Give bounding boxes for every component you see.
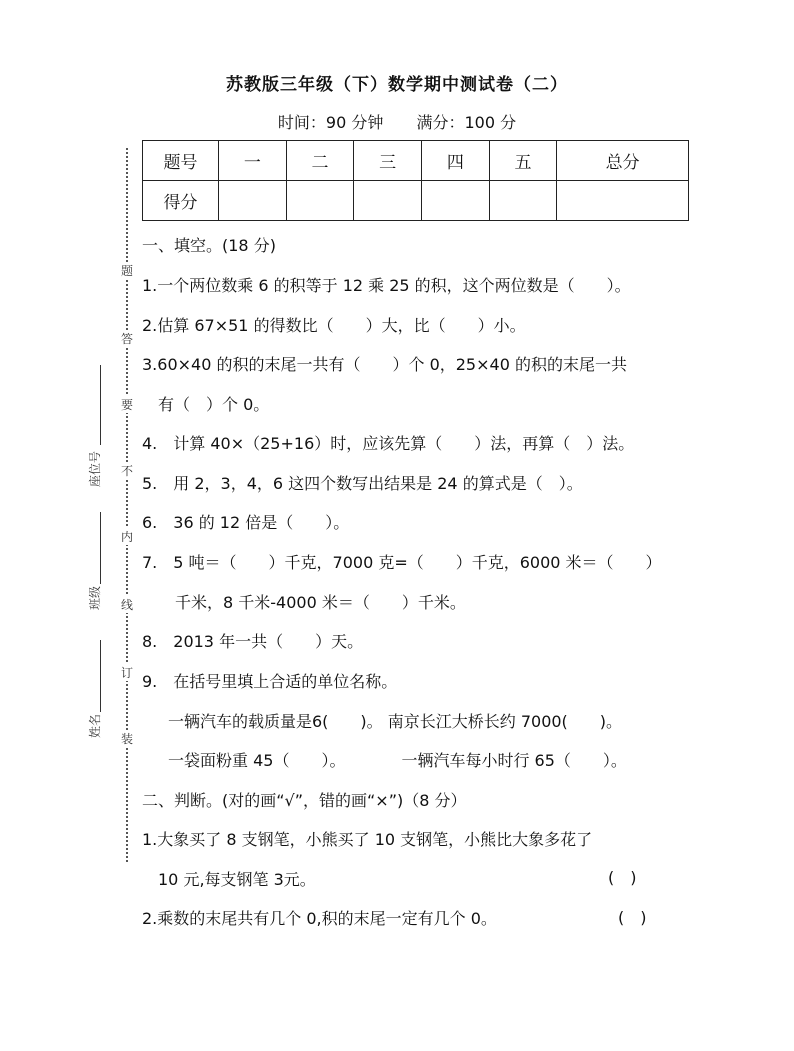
score-cell-2[interactable] [286, 181, 354, 221]
binding-dotted-line [126, 148, 128, 862]
question-1-5: 5. 用 2，3，4，6 这四个数写出结果是 24 的算式是（ ）。 [142, 474, 583, 493]
header-cell-2: 二 [286, 141, 354, 181]
seat-number-label: 座位号 [88, 450, 102, 487]
seat-number-field[interactable] [100, 365, 101, 445]
class-label: 班级 [88, 585, 102, 610]
judge-1-cont: 10 元,每支钢笔 3元。 [158, 870, 316, 889]
score-cell-5[interactable] [489, 181, 557, 221]
exam-time: 时间：90 分钟 [277, 113, 384, 132]
header-cell-question-no: 题号 [143, 141, 219, 181]
question-1-1: 1.一个两位数乘 6 的积等于 12 乘 25 的积，这个两位数是（ ）。 [142, 276, 631, 295]
score-table [142, 140, 689, 221]
judge-2-answer-bracket[interactable]: ( ) [618, 908, 647, 927]
judge-1-answer-bracket[interactable]: ( ) [608, 868, 637, 887]
seal-char-6: 线 [120, 598, 133, 612]
section-2-heading: 二、判断。(对的画“√”，错的画“×”)（8 分） [142, 791, 467, 810]
question-1-9-a: 一辆汽车的载质量是6( )。 南京长江大桥长约 7000( )。 [168, 712, 623, 731]
score-cell-4[interactable] [422, 181, 490, 221]
seal-char-4: 不 [120, 464, 133, 478]
score-table-header-row [143, 141, 689, 181]
seal-char-8: 装 [120, 732, 133, 746]
seal-char-7: 订 [120, 666, 133, 680]
score-cell-3[interactable] [354, 181, 422, 221]
question-1-8: 8. 2013 年一共（ ）天。 [142, 632, 364, 651]
seal-char-3: 要 [120, 398, 133, 412]
header-cell-total: 总分 [557, 141, 689, 181]
page-title: 苏教版三年级（下）数学期中测试卷（二） [226, 75, 568, 95]
question-1-3: 3.60×40 的积的末尾一共有（ ）个 0，25×40 的积的末尾一共 [142, 355, 627, 374]
class-field[interactable] [100, 512, 101, 584]
seal-char-2: 答 [120, 332, 133, 346]
question-1-4: 4. 计算 40×（25+16）时，应该先算（ ）法，再算（ ）法。 [142, 434, 635, 453]
score-cell-1[interactable] [219, 181, 287, 221]
section-1-heading: 一、填空。(18 分) [142, 236, 276, 255]
exam-info [0, 110, 794, 133]
header-cell-4: 四 [422, 141, 490, 181]
header-cell-5: 五 [489, 141, 557, 181]
row-label-score: 得分 [143, 181, 219, 221]
judge-2: 2.乘数的末尾共有几个 0,积的末尾一定有几个 0。 [142, 909, 497, 928]
header-cell-3: 三 [354, 141, 422, 181]
question-1-2: 2.估算 67×51 的得数比（ ）大，比（ ）小。 [142, 316, 526, 335]
question-1-6: 6. 36 的 12 倍是（ ）。 [142, 513, 350, 532]
judge-1: 1.大象买了 8 支钢笔，小熊买了 10 支钢笔，小熊比大象多花了 [142, 830, 593, 849]
score-cell-total[interactable] [557, 181, 689, 221]
score-table-score-row [143, 181, 689, 221]
name-label: 姓名 [88, 713, 102, 738]
question-1-7-cont: 千米，8 千米-4000 米＝（ ）千米。 [175, 593, 466, 612]
name-field[interactable] [100, 640, 101, 712]
seal-char-5: 内 [120, 530, 133, 544]
header-cell-1: 一 [219, 141, 287, 181]
question-1-9-b: 一袋面粉重 45（ ）。 一辆汽车每小时行 65（ ）。 [168, 751, 627, 770]
question-1-3-cont: 有（ ）个 0。 [158, 395, 270, 414]
question-1-9: 9. 在括号里填上合适的单位名称。 [142, 672, 398, 691]
question-1-7: 7. 5 吨＝（ ）千克，7000 克=（ ）千克，6000 米＝（ ） [142, 553, 662, 572]
seal-char-1: 题 [120, 264, 133, 278]
exam-full-score: 满分：100 分 [416, 113, 517, 132]
